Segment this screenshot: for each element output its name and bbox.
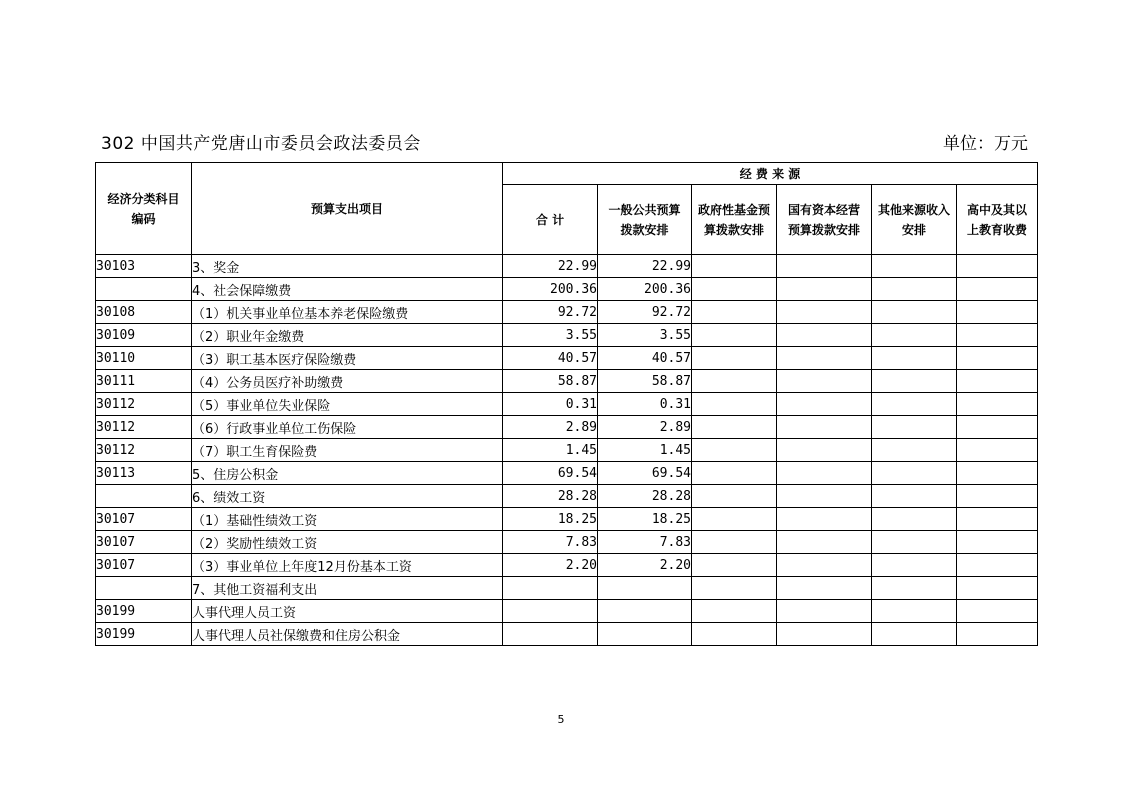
cell-state bbox=[777, 347, 872, 370]
cell-general bbox=[598, 623, 692, 646]
cell-general: 40.57 bbox=[598, 347, 692, 370]
cell-edu bbox=[957, 301, 1038, 324]
cell-state bbox=[777, 370, 872, 393]
cell-total: 22.99 bbox=[503, 255, 598, 278]
cell-item: 7、其他工资福利支出 bbox=[192, 577, 503, 600]
cell-state bbox=[777, 324, 872, 347]
cell-total: 40.57 bbox=[503, 347, 598, 370]
cell-general: 18.25 bbox=[598, 508, 692, 531]
cell-edu bbox=[957, 508, 1038, 531]
cell-other bbox=[872, 393, 957, 416]
table-row bbox=[96, 531, 1038, 554]
cell-edu bbox=[957, 623, 1038, 646]
cell-fund bbox=[692, 255, 777, 278]
cell-other bbox=[872, 554, 957, 577]
page-title: 302 中国共产党唐山市委员会政法委员会 bbox=[101, 134, 421, 154]
cell-state bbox=[777, 531, 872, 554]
cell-edu bbox=[957, 324, 1038, 347]
cell-total: 2.89 bbox=[503, 416, 598, 439]
cell-other bbox=[872, 600, 957, 623]
cell-other bbox=[872, 623, 957, 646]
cell-total bbox=[503, 600, 598, 623]
cell-other bbox=[872, 301, 957, 324]
table-row bbox=[96, 416, 1038, 439]
cell-fund bbox=[692, 324, 777, 347]
cell-fund bbox=[692, 278, 777, 301]
table-row bbox=[96, 393, 1038, 416]
cell-total: 1.45 bbox=[503, 439, 598, 462]
cell-total: 0.31 bbox=[503, 393, 598, 416]
cell-state bbox=[777, 508, 872, 531]
cell-item: 4、社会保障缴费 bbox=[192, 278, 503, 301]
table-row bbox=[96, 347, 1038, 370]
cell-edu bbox=[957, 531, 1038, 554]
cell-state bbox=[777, 255, 872, 278]
table-row bbox=[96, 255, 1038, 278]
cell-fund bbox=[692, 462, 777, 485]
cell-general: 200.36 bbox=[598, 278, 692, 301]
cell-fund bbox=[692, 600, 777, 623]
page-number: 5 bbox=[557, 713, 565, 726]
cell-general: 92.72 bbox=[598, 301, 692, 324]
cell-general: 0.31 bbox=[598, 393, 692, 416]
cell-code: 30199 bbox=[96, 623, 192, 646]
cell-other bbox=[872, 370, 957, 393]
cell-general: 7.83 bbox=[598, 531, 692, 554]
cell-general: 28.28 bbox=[598, 485, 692, 508]
cell-general: 2.89 bbox=[598, 416, 692, 439]
cell-code: 30112 bbox=[96, 416, 192, 439]
cell-code: 30110 bbox=[96, 347, 192, 370]
cell-edu bbox=[957, 347, 1038, 370]
cell-code: 30107 bbox=[96, 531, 192, 554]
cell-general: 3.55 bbox=[598, 324, 692, 347]
header-code: 经济分类科目编码 bbox=[96, 163, 192, 255]
cell-other bbox=[872, 508, 957, 531]
cell-total: 69.54 bbox=[503, 462, 598, 485]
cell-item: （5）事业单位失业保险 bbox=[192, 393, 503, 416]
cell-total bbox=[503, 577, 598, 600]
cell-general: 22.99 bbox=[598, 255, 692, 278]
cell-item: 人事代理人员工资 bbox=[192, 600, 503, 623]
table-row bbox=[96, 577, 1038, 600]
table-row bbox=[96, 462, 1038, 485]
cell-state bbox=[777, 600, 872, 623]
cell-item: （6）行政事业单位工伤保险 bbox=[192, 416, 503, 439]
budget-table bbox=[95, 162, 1038, 646]
cell-code bbox=[96, 485, 192, 508]
cell-state bbox=[777, 278, 872, 301]
cell-state bbox=[777, 554, 872, 577]
cell-item: （1）机关事业单位基本养老保险缴费 bbox=[192, 301, 503, 324]
cell-state bbox=[777, 623, 872, 646]
cell-other bbox=[872, 416, 957, 439]
cell-state bbox=[777, 301, 872, 324]
header-other: 其他来源收入安排 bbox=[872, 185, 957, 255]
cell-edu bbox=[957, 370, 1038, 393]
cell-item: （2）奖励性绩效工资 bbox=[192, 531, 503, 554]
cell-code: 30109 bbox=[96, 324, 192, 347]
cell-general: 1.45 bbox=[598, 439, 692, 462]
cell-item: （3）事业单位上年度12月份基本工资 bbox=[192, 554, 503, 577]
cell-fund bbox=[692, 370, 777, 393]
table-row bbox=[96, 554, 1038, 577]
cell-fund bbox=[692, 623, 777, 646]
cell-code bbox=[96, 278, 192, 301]
table-row bbox=[96, 600, 1038, 623]
cell-other bbox=[872, 347, 957, 370]
unit-label: 单位：万元 bbox=[943, 134, 1028, 154]
cell-item: （2）职业年金缴费 bbox=[192, 324, 503, 347]
cell-general bbox=[598, 577, 692, 600]
cell-edu bbox=[957, 462, 1038, 485]
cell-total: 92.72 bbox=[503, 301, 598, 324]
cell-code: 30111 bbox=[96, 370, 192, 393]
table-row bbox=[96, 508, 1038, 531]
cell-edu bbox=[957, 393, 1038, 416]
cell-state bbox=[777, 485, 872, 508]
cell-item: （1）基础性绩效工资 bbox=[192, 508, 503, 531]
cell-fund bbox=[692, 508, 777, 531]
table-row bbox=[96, 485, 1038, 508]
cell-code: 30107 bbox=[96, 508, 192, 531]
cell-total: 2.20 bbox=[503, 554, 598, 577]
cell-general: 69.54 bbox=[598, 462, 692, 485]
cell-fund bbox=[692, 531, 777, 554]
header-source: 经 费 来 源 bbox=[503, 163, 1038, 185]
budget-table-body bbox=[96, 255, 1038, 646]
cell-fund bbox=[692, 577, 777, 600]
table-row bbox=[96, 278, 1038, 301]
cell-fund bbox=[692, 439, 777, 462]
cell-code: 30112 bbox=[96, 393, 192, 416]
cell-code: 30199 bbox=[96, 600, 192, 623]
cell-total: 3.55 bbox=[503, 324, 598, 347]
table-row bbox=[96, 301, 1038, 324]
cell-item: （3）职工基本医疗保险缴费 bbox=[192, 347, 503, 370]
table-row bbox=[96, 324, 1038, 347]
cell-total bbox=[503, 623, 598, 646]
header-general: 一般公共预算拨款安排 bbox=[598, 185, 692, 255]
cell-fund bbox=[692, 393, 777, 416]
table-row bbox=[96, 439, 1038, 462]
header-total: 合 计 bbox=[503, 185, 598, 255]
cell-item: 人事代理人员社保缴费和住房公积金 bbox=[192, 623, 503, 646]
cell-code: 30112 bbox=[96, 439, 192, 462]
cell-code: 30108 bbox=[96, 301, 192, 324]
cell-other bbox=[872, 439, 957, 462]
cell-edu bbox=[957, 278, 1038, 301]
cell-general: 2.20 bbox=[598, 554, 692, 577]
cell-other bbox=[872, 531, 957, 554]
cell-item: 5、住房公积金 bbox=[192, 462, 503, 485]
cell-edu bbox=[957, 416, 1038, 439]
cell-edu bbox=[957, 577, 1038, 600]
cell-edu bbox=[957, 600, 1038, 623]
cell-general: 58.87 bbox=[598, 370, 692, 393]
cell-state bbox=[777, 577, 872, 600]
cell-code: 30107 bbox=[96, 554, 192, 577]
cell-total: 28.28 bbox=[503, 485, 598, 508]
cell-code bbox=[96, 577, 192, 600]
cell-edu bbox=[957, 485, 1038, 508]
cell-edu bbox=[957, 439, 1038, 462]
cell-total: 200.36 bbox=[503, 278, 598, 301]
cell-edu bbox=[957, 554, 1038, 577]
cell-total: 58.87 bbox=[503, 370, 598, 393]
cell-general bbox=[598, 600, 692, 623]
cell-state bbox=[777, 393, 872, 416]
cell-item: 6、绩效工资 bbox=[192, 485, 503, 508]
cell-fund bbox=[692, 485, 777, 508]
cell-state bbox=[777, 439, 872, 462]
cell-item: 3、奖金 bbox=[192, 255, 503, 278]
cell-state bbox=[777, 462, 872, 485]
cell-other bbox=[872, 324, 957, 347]
header-item: 预算支出项目 bbox=[192, 163, 503, 255]
cell-code: 30113 bbox=[96, 462, 192, 485]
header-fund: 政府性基金预算拨款安排 bbox=[692, 185, 777, 255]
cell-fund bbox=[692, 301, 777, 324]
cell-code: 30103 bbox=[96, 255, 192, 278]
cell-other bbox=[872, 577, 957, 600]
cell-fund bbox=[692, 416, 777, 439]
cell-edu bbox=[957, 255, 1038, 278]
cell-other bbox=[872, 485, 957, 508]
cell-other bbox=[872, 462, 957, 485]
cell-fund bbox=[692, 347, 777, 370]
cell-item: （7）职工生育保险费 bbox=[192, 439, 503, 462]
header-state: 国有资本经营预算拨款安排 bbox=[777, 185, 872, 255]
header-edu: 高中及其以上教育收费 bbox=[957, 185, 1038, 255]
cell-fund bbox=[692, 554, 777, 577]
table-row bbox=[96, 370, 1038, 393]
cell-total: 7.83 bbox=[503, 531, 598, 554]
cell-other bbox=[872, 278, 957, 301]
cell-item: （4）公务员医疗补助缴费 bbox=[192, 370, 503, 393]
cell-state bbox=[777, 416, 872, 439]
cell-other bbox=[872, 255, 957, 278]
cell-total: 18.25 bbox=[503, 508, 598, 531]
table-row bbox=[96, 623, 1038, 646]
